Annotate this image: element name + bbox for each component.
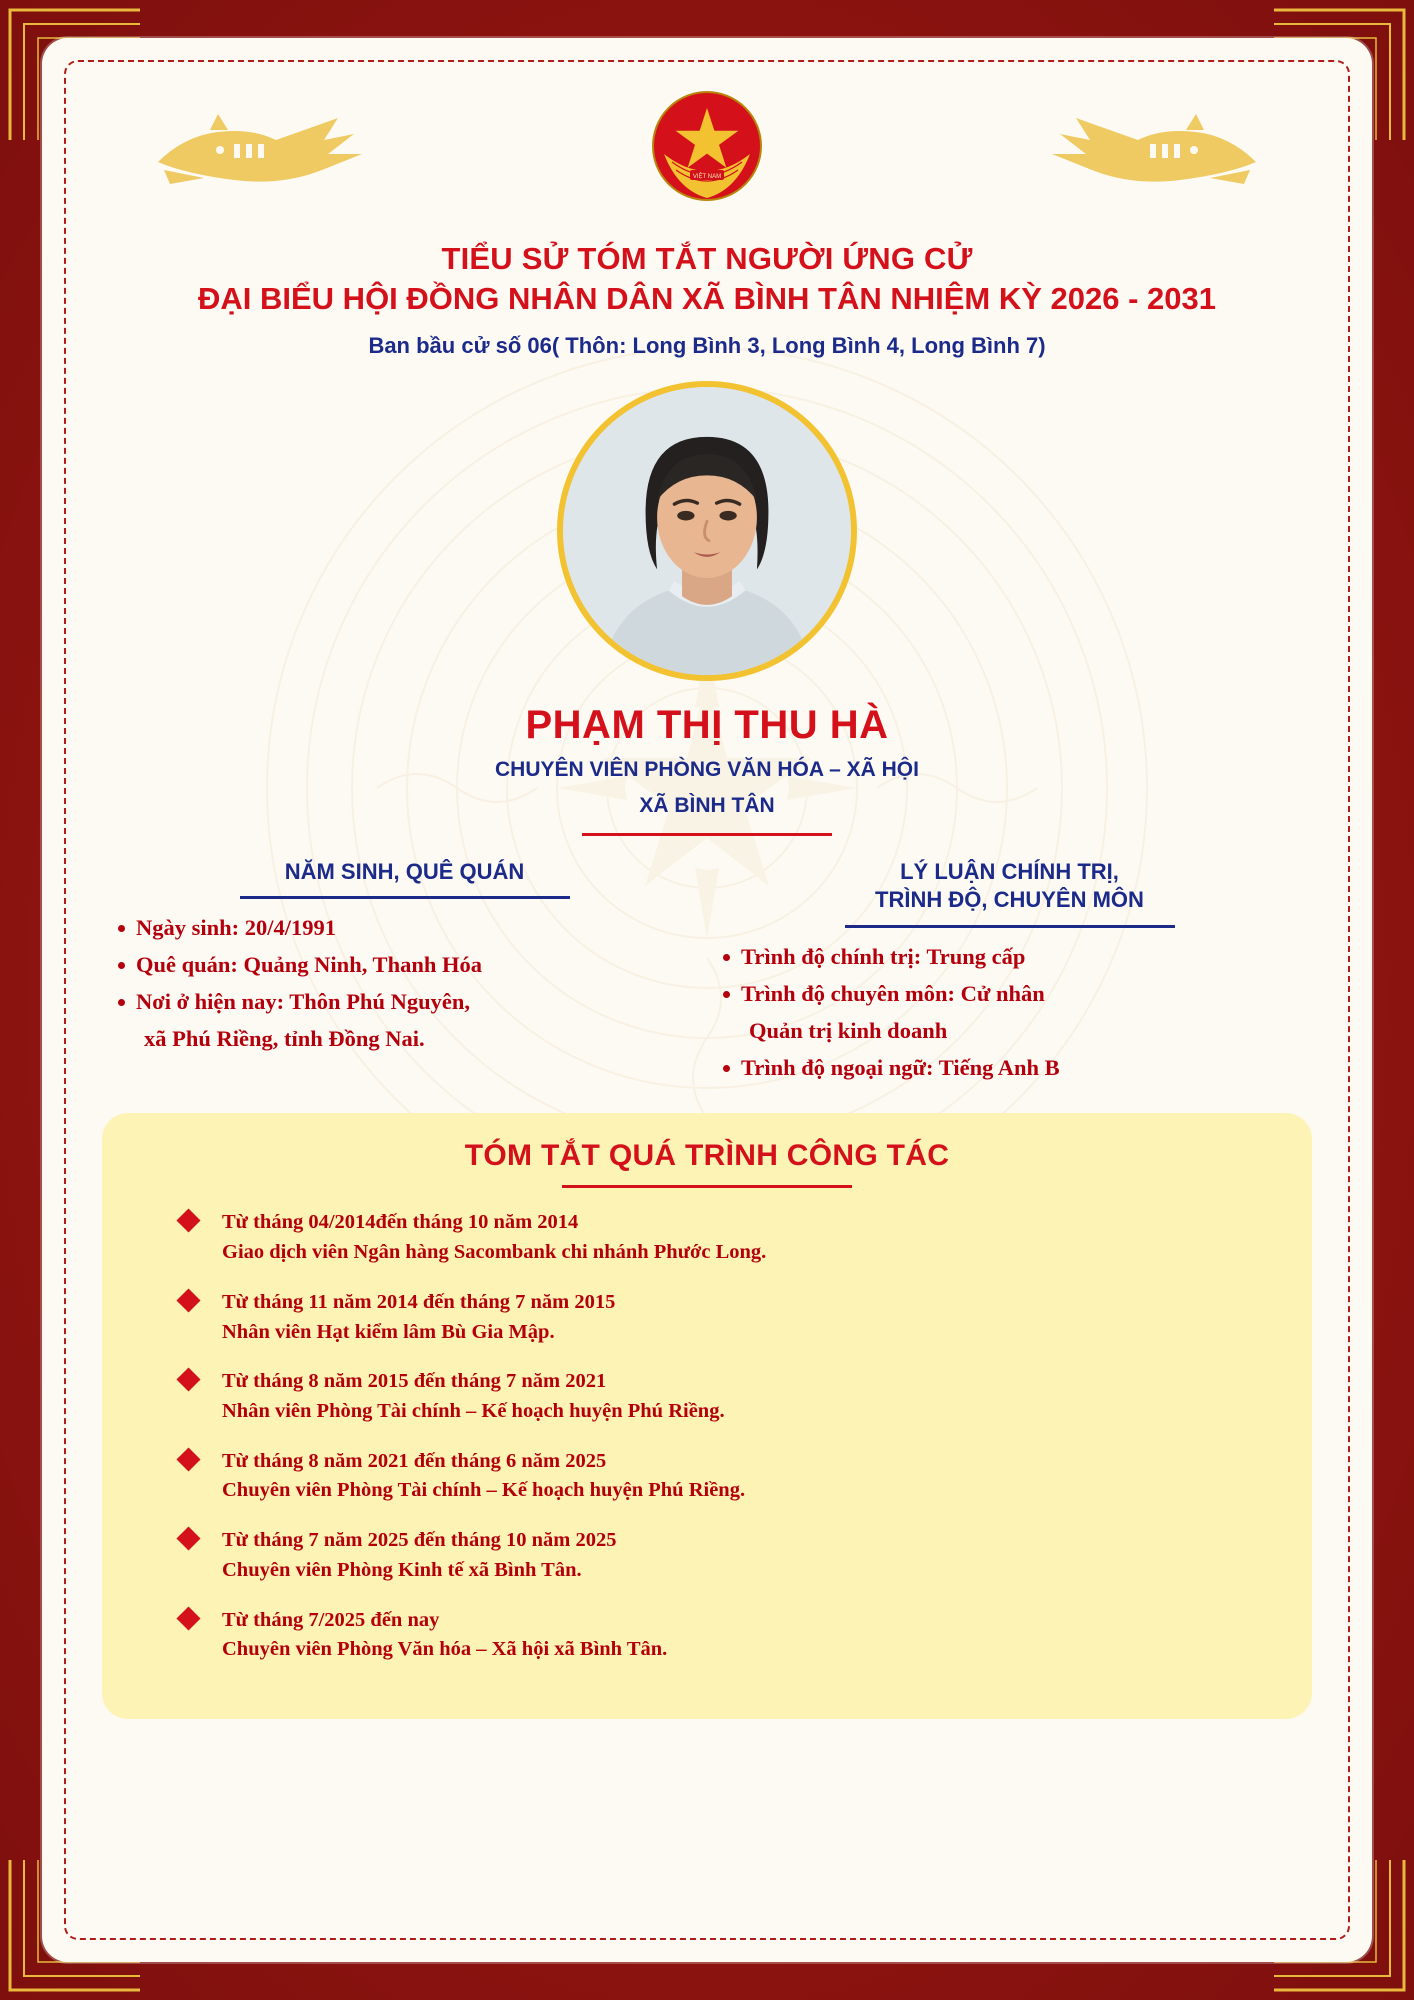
diamond-bullet-icon — [176, 1288, 200, 1312]
work-period: Từ tháng 7/2025 đến nay — [222, 1608, 440, 1631]
work-role: Chuyên viên Phòng Văn hóa – Xã hội xã Bình Tân. — [222, 1638, 668, 1661]
work-period: Từ tháng 8 năm 2021 đến tháng 6 năm 2025 — [222, 1449, 607, 1472]
lac-bird-ornament-right — [1034, 100, 1264, 200]
list-item: Nơi ở hiện nay: Thôn Phú Nguyên, — [136, 985, 701, 1020]
list-item: Quản trị kinh doanh — [749, 1017, 948, 1043]
work-role: Nhân viên Hạt kiểm lâm Bù Gia Mập. — [222, 1320, 555, 1343]
work-history-list — [142, 1208, 1272, 1665]
list-item: Quê quán: Quảng Ninh, Thanh Hóa — [136, 948, 701, 983]
list-item — [222, 1367, 1272, 1426]
title-block — [102, 240, 1312, 359]
candidate-position-line2: XÃ BÌNH TÂN — [639, 794, 775, 818]
diamond-bullet-icon — [176, 1527, 200, 1551]
svg-text:VIỆT NAM: VIỆT NAM — [692, 174, 722, 180]
list-item: Trình độ ngoại ngữ: Tiếng Anh B — [741, 1051, 1306, 1086]
list-item — [222, 1288, 1272, 1347]
work-period: Từ tháng 7 năm 2025 đến tháng 10 năm 2025 — [222, 1529, 617, 1552]
birth-hometown-column — [102, 858, 707, 1088]
candidate-name: PHẠM THỊ THU HÀ — [525, 703, 889, 748]
work-role: Nhân viên Phòng Tài chính – Kế hoạch huyện Phú Riềng. — [222, 1400, 725, 1423]
education-politics-list — [707, 940, 1312, 1086]
lac-bird-ornament-left — [150, 100, 380, 200]
candidate-position-line1: CHUYÊN VIÊN PHÒNG VĂN HÓA – XÃ HỘI — [495, 758, 919, 782]
list-item: Trình độ chuyên môn: Cử nhân — [741, 977, 1306, 1012]
list-item — [222, 1526, 1272, 1585]
list-item: Trình độ chính trị: Trung cấp — [741, 940, 1306, 975]
work-history-section — [102, 1113, 1312, 1719]
work-period: Từ tháng 11 năm 2014 đến tháng 7 năm 2015 — [222, 1290, 616, 1313]
poster-title-line1: TIỂU SỬ TÓM TẮT NGƯỜI ỨNG CỬ — [441, 241, 973, 276]
education-politics-heading-line2: TRÌNH ĐỘ, CHUYÊN MÔN — [875, 887, 1144, 913]
list-item: xã Phú Riềng, tỉnh Đồng Nai. — [144, 1025, 425, 1051]
work-history-title: TÓM TẮT QUÁ TRÌNH CÔNG TÁC — [464, 1139, 950, 1173]
diamond-bullet-icon — [176, 1368, 200, 1392]
header-ornaments — [102, 84, 1312, 204]
work-period: Từ tháng 04/2014đến tháng 10 năm 2014 — [222, 1211, 579, 1234]
poster-subtitle: Ban bầu cử số 06( Thôn: Long Bình 3, Long Bình 4, Long Bình 7) — [368, 333, 1046, 359]
diamond-bullet-icon — [176, 1606, 200, 1630]
work-role: Chuyên viên Phòng Tài chính – Kế hoạch huyện Phú Riềng. — [222, 1479, 746, 1502]
poster-title-line2: ĐẠI BIỂU HỘI ĐỒNG NHÂN DÂN XÃ BÌNH TÂN NHIỆM KỲ 2026 - 2031 — [198, 280, 1216, 316]
list-item — [222, 1447, 1272, 1506]
name-divider — [582, 833, 832, 836]
work-period: Từ tháng 8 năm 2015 đến tháng 7 năm 2021 — [222, 1370, 607, 1393]
work-role: Giao dịch viên Ngân hàng Sacombank chi nhánh Phước Long. — [222, 1241, 767, 1264]
birth-hometown-list — [102, 911, 707, 1057]
diamond-bullet-icon — [176, 1447, 200, 1471]
work-role: Chuyên viên Phòng Kinh tế xã Bình Tân. — [222, 1558, 582, 1581]
portrait-illustration — [563, 387, 851, 675]
education-politics-divider — [845, 925, 1175, 928]
birth-hometown-divider — [240, 896, 570, 899]
birth-hometown-heading: NĂM SINH, QUÊ QUÁN — [284, 858, 525, 884]
list-item — [222, 1208, 1272, 1267]
education-politics-heading-line1: LÝ LUẬN CHÍNH TRỊ, — [900, 858, 1119, 884]
education-politics-column — [707, 858, 1312, 1088]
work-history-divider — [562, 1185, 852, 1188]
vietnam-national-emblem-icon — [642, 84, 772, 214]
candidate-photo — [557, 381, 857, 681]
info-columns — [102, 858, 1312, 1088]
list-item — [222, 1606, 1272, 1665]
list-item: Ngày sinh: 20/4/1991 — [136, 911, 701, 946]
photo-frame — [557, 381, 857, 681]
diamond-bullet-icon — [176, 1209, 200, 1233]
poster-card — [42, 38, 1372, 1962]
